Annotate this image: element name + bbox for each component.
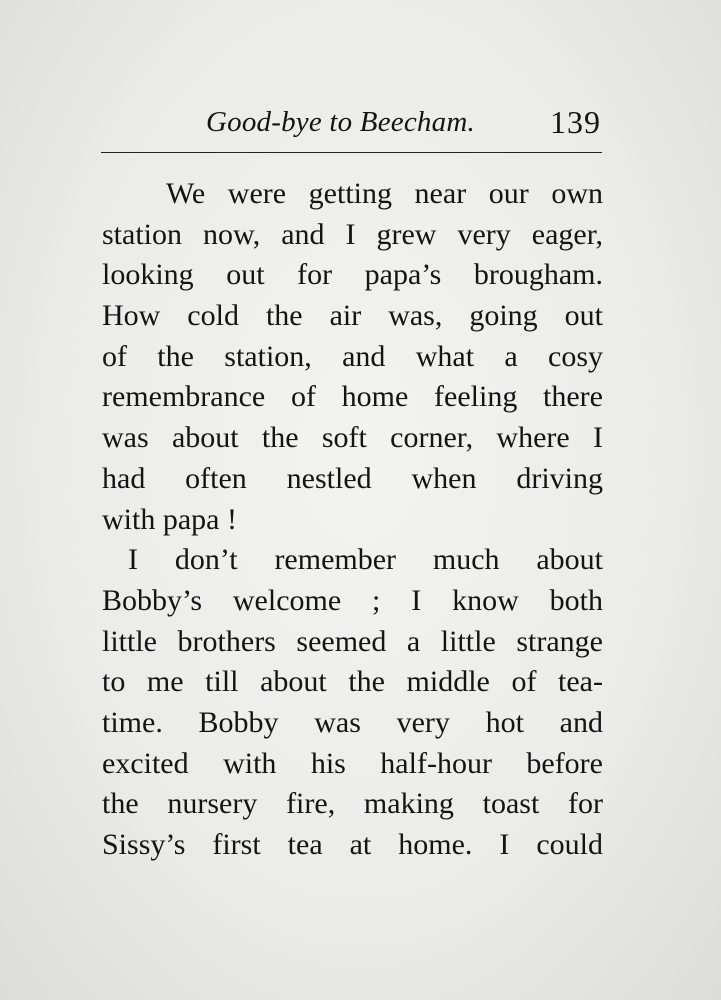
text-line: Sissy’s first tea at home. I could [102, 828, 603, 861]
running-head [100, 106, 603, 146]
text-line: looking out for papa’s brougham. [102, 258, 603, 292]
text-line: excited with his half-hour before [102, 746, 603, 780]
text-line: remembrance of home feeling there [102, 380, 603, 414]
page-number: 139 [550, 104, 601, 140]
text-line: Bobby’s welcome ; I know both [102, 583, 603, 617]
text-line: the nursery fire, making toast for [102, 787, 603, 821]
body-text [102, 174, 603, 866]
text-line: I don’t remember much about [128, 543, 603, 577]
text-line: was about the soft corner, where I [102, 421, 603, 455]
text-line: station now, and I grew very eager, [102, 217, 603, 251]
text-line: had often nestled when driving [102, 461, 603, 495]
text-line: How cold the air was, going out [102, 299, 603, 333]
text-line: time. Bobby was very hot and [102, 705, 603, 739]
text-line: to me till about the middle of tea- [102, 665, 603, 699]
paragraph-2 [102, 540, 603, 866]
text-line: of the station, and what a cosy [102, 339, 603, 373]
header-rule [101, 152, 602, 153]
running-title: Good-bye to Beecham. [206, 106, 475, 138]
text-line: little brothers seemed a little strange [102, 624, 603, 658]
paragraph-1 [102, 174, 603, 540]
text-line: with papa ! [102, 502, 237, 536]
text-line: We were getting near our own [166, 177, 603, 210]
